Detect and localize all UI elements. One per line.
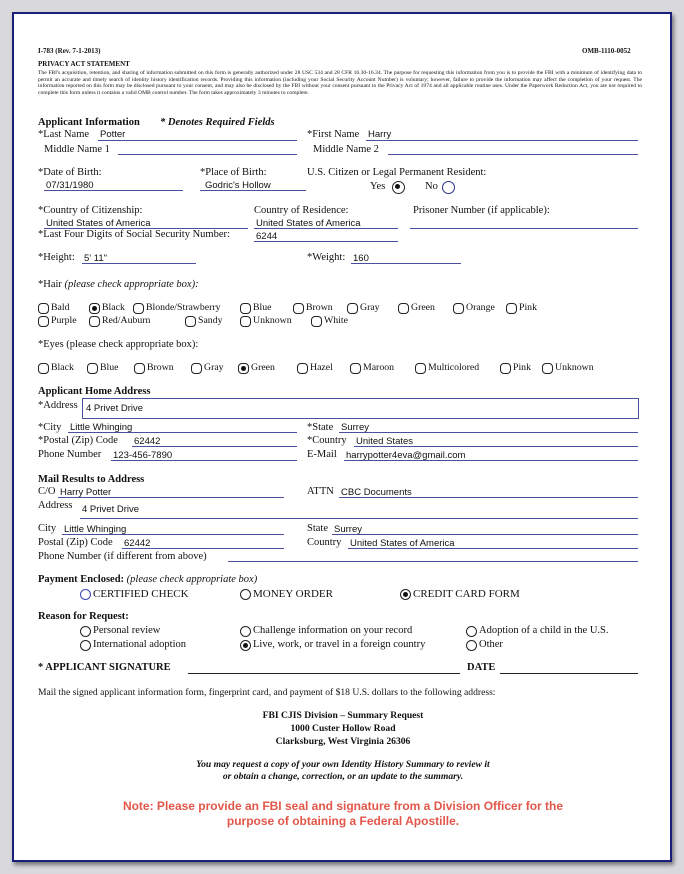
home-zip-field[interactable]: 62442 — [134, 436, 161, 447]
middle-name-1-label: Middle Name 1 — [44, 144, 110, 155]
required-note: * Denotes Required Fields — [160, 117, 275, 128]
citizen-no-label: No — [425, 181, 438, 192]
payment-hint: (please check appropriate box) — [124, 574, 258, 585]
home-country-label: *Country — [307, 435, 347, 446]
mail-attn-label: ATTN — [307, 486, 334, 497]
mail-address-label: Address — [38, 500, 73, 511]
mail-state-field[interactable]: Surrey — [334, 524, 362, 535]
mail-zip-line — [122, 548, 284, 549]
eyes-option-brown-checkbox[interactable] — [134, 363, 145, 374]
reason-option-label: Challenge information on your record — [253, 625, 413, 636]
payment-option-money-order-radio[interactable] — [240, 589, 251, 600]
hair-option-label: Gray — [360, 302, 380, 313]
eyes-option-label: Black — [51, 362, 74, 373]
signature-line[interactable] — [188, 673, 460, 674]
home-zip-label: *Postal (Zip) Code — [38, 435, 118, 446]
home-phone-line — [111, 460, 297, 461]
home-state-label: *State — [307, 422, 334, 433]
hair-option-label: Purple — [51, 315, 77, 326]
residence-label: Country of Residence: — [254, 205, 349, 216]
home-city-line — [68, 432, 297, 433]
mail-address-field[interactable]: 4 Privet Drive — [82, 504, 140, 515]
hair-option-label: Green — [411, 302, 435, 313]
citizen-label: U.S. Citizen or Legal Permanent Resident: — [307, 167, 487, 178]
hair-option-brown-checkbox[interactable] — [293, 303, 304, 314]
eyes-option-label: Maroon — [363, 362, 395, 373]
mail-zip-field[interactable]: 62442 — [124, 538, 151, 549]
reason-option-label: Live, work, or travel in a foreign country — [253, 639, 426, 650]
middle-name-2-label: Middle Name 2 — [313, 144, 379, 155]
fbi-address-line-1: FBI CJIS Division – Summary Request — [262, 710, 424, 721]
citizenship-label: *Country of Citizenship: — [38, 205, 143, 216]
mail-co-field[interactable]: Harry Potter — [60, 487, 112, 498]
mail-city-field[interactable]: Little Whinging — [64, 524, 127, 535]
summary-note-line-2: or obtain a change, correction, or an update to the summary. — [222, 771, 464, 782]
hair-option-red-auburn-checkbox[interactable] — [89, 316, 100, 327]
applicant-section-title: Applicant Information — [38, 117, 140, 128]
home-state-field[interactable]: Surrey — [341, 422, 369, 433]
eyes-option-label: Unknown — [555, 362, 594, 373]
eyes-option-pink-checkbox[interactable] — [500, 363, 511, 374]
citizen-yes-radio[interactable] — [392, 181, 405, 194]
citizenship-field[interactable]: United States of America — [46, 218, 151, 229]
eyes-option-label: Brown — [147, 362, 174, 373]
mail-country-field[interactable]: United States of America — [350, 538, 455, 549]
hair-hint: (please check appropriate box): — [64, 279, 199, 290]
prisoner-line — [410, 228, 638, 229]
height-line — [82, 263, 196, 264]
dob-label: *Date of Birth: — [38, 167, 102, 178]
mail-co-label: C/O — [38, 486, 56, 497]
home-email-line — [344, 460, 638, 461]
home-country-field[interactable]: United States — [356, 436, 414, 447]
summary-note-line-1: You may request a copy of your own Identity History Summary to review it — [196, 759, 490, 770]
mail-city-line — [62, 534, 284, 535]
mail-phone-label: Phone Number (if different from above) — [38, 551, 207, 562]
height-field[interactable]: 5' 11" — [84, 253, 107, 264]
payment-label-text: Payment Enclosed: — [38, 574, 125, 585]
eyes-option-black-checkbox[interactable] — [38, 363, 49, 374]
last-name-field[interactable]: Potter — [100, 129, 126, 140]
reason-option-international-adoption-radio[interactable] — [80, 640, 91, 651]
hair-option-green-checkbox[interactable] — [398, 303, 409, 314]
eyes-option-multicolored-checkbox[interactable] — [415, 363, 426, 374]
payment-option-label: MONEY ORDER — [253, 588, 333, 600]
omb-number: OMB-1110-0052 — [582, 47, 631, 55]
hair-option-label: Black — [102, 302, 125, 313]
reason-option-label: Other — [479, 639, 503, 650]
ssn-label: *Last Four Digits of Social Security Number: — [38, 229, 230, 240]
residence-line — [254, 228, 398, 229]
payment-option-credit-card-form-radio[interactable] — [400, 589, 411, 600]
hair-option-pink-checkbox[interactable] — [506, 303, 517, 314]
home-address-label: *Address — [38, 400, 78, 411]
mail-state-line — [332, 534, 638, 535]
hair-option-label: Red/Auburn — [102, 315, 151, 326]
hair-label-text: *Hair — [38, 279, 65, 290]
home-address-box[interactable] — [82, 398, 639, 419]
eyes-option-label: Pink — [513, 362, 531, 373]
home-email-label: E-Mail — [307, 449, 337, 460]
mail-country-line — [348, 548, 638, 549]
reason-option-label: Personal review — [93, 625, 161, 636]
mail-attn-field[interactable]: CBC Documents — [341, 487, 412, 498]
pob-line — [200, 190, 306, 191]
form-id: I-783 (Rev. 7-1-2013) — [38, 47, 101, 55]
mail-instructions: Mail the signed applicant information form, fingerprint card, and payment of $18 U.S. dollars to the following address: — [38, 687, 496, 698]
eyes-option-maroon-checkbox[interactable] — [350, 363, 361, 374]
home-country-line — [354, 446, 638, 447]
hair-option-orange-checkbox[interactable] — [453, 303, 464, 314]
first-name-label: *First Name — [307, 129, 360, 140]
dob-field[interactable]: 07/31/1980 — [46, 180, 94, 191]
reason-option-other-radio[interactable] — [466, 640, 477, 651]
home-address-field[interactable]: 4 Privet Drive — [86, 403, 144, 414]
apostille-note-line-1: Note: Please provide an FBI seal and signature from a Division Officer for the — [122, 799, 564, 813]
mail-address-title: Mail Results to Address — [38, 474, 145, 485]
weight-line — [351, 263, 461, 264]
hair-option-white-checkbox[interactable] — [311, 316, 322, 327]
mail-address-line — [80, 518, 638, 519]
home-email-field[interactable]: harrypotter4eva@gmail.com — [346, 450, 466, 461]
fbi-address-line-2: 1000 Custer Hollow Road — [290, 723, 396, 734]
payment-option-certified-check-radio[interactable] — [80, 589, 91, 600]
pob-field[interactable]: Godric's Hollow — [205, 180, 271, 191]
ssn-line — [254, 241, 398, 242]
hair-label — [38, 279, 199, 291]
signature-label: * APPLICANT SIGNATURE — [38, 662, 171, 673]
mail-state-label: State — [307, 523, 328, 534]
hair-option-black-checkbox[interactable] — [89, 303, 100, 314]
mail-country-label: Country — [307, 537, 342, 548]
hair-option-label: Bald — [51, 302, 70, 313]
hair-option-label: Orange — [466, 302, 495, 313]
hair-option-gray-checkbox[interactable] — [347, 303, 358, 314]
height-label: *Height: — [38, 252, 75, 263]
reason-option-live-work-or-travel-in-a-foreign-country-radio[interactable] — [240, 640, 251, 651]
reason-option-adoption-of-a-child-in-the-u-s-radio[interactable] — [466, 626, 477, 637]
citizen-yes-label: Yes — [370, 181, 386, 192]
home-phone-field[interactable]: 123-456-7890 — [113, 450, 173, 461]
eyes-option-blue-checkbox[interactable] — [87, 363, 98, 374]
home-city-label: *City — [38, 422, 62, 433]
hair-option-label: Blue — [253, 302, 272, 313]
privacy-title: PRIVACY ACT STATEMENT — [38, 60, 130, 68]
first-name-field[interactable]: Harry — [368, 129, 392, 140]
hair-option-label: White — [324, 315, 348, 326]
date-label: DATE — [467, 662, 496, 673]
mail-phone-line — [228, 561, 638, 562]
hair-option-label: Blonde/Strawberry — [146, 302, 221, 313]
hair-option-bald-checkbox[interactable] — [38, 303, 49, 314]
payment-label — [38, 574, 257, 586]
eyes-option-gray-checkbox[interactable] — [191, 363, 202, 374]
apostille-note-line-2: purpose of obtaining a Federal Apostille. — [226, 814, 460, 828]
eyes-label: *Eyes (please check appropriate box): — [38, 339, 199, 350]
last-name-label: *Last Name — [38, 129, 90, 140]
last-name-line — [98, 140, 297, 141]
dob-line — [44, 190, 183, 191]
hair-option-label: Pink — [519, 302, 537, 313]
residence-field[interactable]: United States of America — [256, 218, 361, 229]
home-phone-label: Phone Number — [38, 449, 102, 460]
fbi-address-line-3: Clarksburg, West Virginia 26306 — [275, 736, 411, 747]
reason-option-label: International adoption — [93, 639, 187, 650]
eyes-option-label: Hazel — [310, 362, 333, 373]
mail-co-line — [58, 497, 284, 498]
home-zip-line — [132, 446, 297, 447]
eyes-option-unknown-checkbox[interactable] — [542, 363, 553, 374]
middle-name-2-line — [388, 154, 638, 155]
reason-option-personal-review-radio[interactable] — [80, 626, 91, 637]
weight-label: *Weight: — [307, 252, 346, 263]
hair-option-label: Unknown — [253, 315, 292, 326]
payment-option-label: CERTIFIED CHECK — [93, 588, 189, 600]
date-line[interactable] — [500, 673, 638, 674]
mail-city-label: City — [38, 523, 57, 534]
hair-option-label: Sandy — [198, 315, 223, 326]
first-name-line — [366, 140, 638, 141]
eyes-option-label: Green — [251, 362, 275, 373]
hair-option-label: Brown — [306, 302, 333, 313]
hair-option-purple-checkbox[interactable] — [38, 316, 49, 327]
citizen-no-radio[interactable] — [442, 181, 455, 194]
home-city-field[interactable]: Little Whinging — [70, 422, 133, 433]
hair-option-blue-checkbox[interactable] — [240, 303, 251, 314]
eyes-option-green-checkbox[interactable] — [238, 363, 249, 374]
reason-option-challenge-information-on-your-record-radio[interactable] — [240, 626, 251, 637]
eyes-option-hazel-checkbox[interactable] — [297, 363, 308, 374]
mail-attn-line — [339, 497, 638, 498]
weight-field[interactable]: 160 — [353, 253, 369, 264]
reason-label: Reason for Request: — [38, 611, 129, 622]
eyes-option-label: Gray — [204, 362, 224, 373]
reason-option-label: Adoption of a child in the U.S. — [479, 625, 609, 636]
mail-zip-label: Postal (Zip) Code — [38, 537, 113, 548]
home-address-title: Applicant Home Address — [38, 386, 151, 397]
pob-label: *Place of Birth: — [200, 167, 267, 178]
prisoner-label: Prisoner Number (if applicable): — [413, 205, 550, 216]
hair-option-unknown-checkbox[interactable] — [240, 316, 251, 327]
ssn-field[interactable]: 6244 — [256, 231, 278, 242]
eyes-option-label: Blue — [100, 362, 119, 373]
home-state-line — [339, 432, 638, 433]
privacy-text: The FBI's acquisition, retention, and sharing of information submitted on this form is generally authorized under 28 USC 534 and 28 CFR 16.30-16.34. The purpose for requesting this information from you is to provide the FBI with a minimum of identifying data to permit an accurate and timely search of identity history identification records. Providing this information (including your Social Security Account Number) is voluntary; however, failure to provide the information may affect the completion of your request. The information reported on this form may be disclosed pursuant to your consent, and may also be disclosed by the FBI without your consent pursuant to the Privacy Act of 1974 and all applicable routine uses. Under the Paperwork Reduction Act, you are not required to complete this form unless it contains a valid OMB control number. The form takes approximately 3 minutes to complete. — [38, 70, 642, 96]
hair-option-sandy-checkbox[interactable] — [185, 316, 196, 327]
hair-option-blonde-strawberry-checkbox[interactable] — [133, 303, 144, 314]
eyes-option-label: Multicolored — [428, 362, 480, 373]
payment-option-label: CREDIT CARD FORM — [413, 588, 520, 600]
middle-name-1-line — [118, 154, 297, 155]
